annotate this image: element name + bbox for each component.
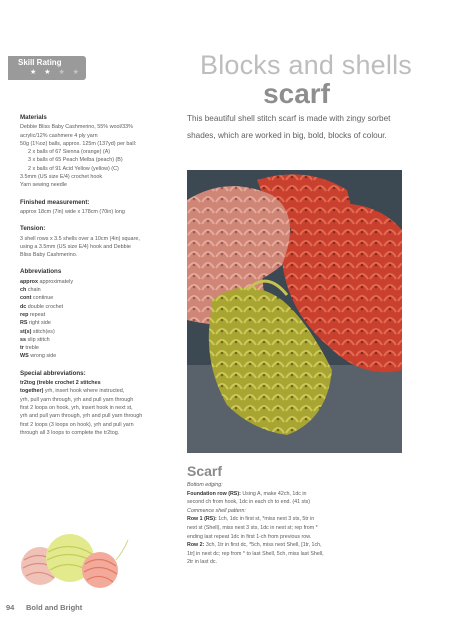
materials-line: 50g (1¾oz) balls, approx. 125m (137yd) per ball: [20, 140, 137, 147]
instruction-line: ending last repeat 1dc in first 1-ch from previous row. [187, 533, 312, 540]
special-line: first 2 loops on hook, yrh, insert hook in next st, [20, 404, 133, 411]
abbreviations-heading: Abbreviations [20, 268, 62, 276]
special-line: yrh, pull yarn through, yrh and pull yarn through [20, 396, 134, 403]
yarn-balls-illustration [18, 530, 130, 592]
abbreviation-item: RS right side [20, 320, 51, 327]
star-icon-filled: ★ ★ [30, 69, 54, 76]
needle-item: Yarn sewing needle [20, 182, 67, 189]
tension-line: Bliss Baby Cashmerino. [20, 252, 78, 259]
special-line: yrh and pull yarn through, yrh and pull yarn through [20, 413, 143, 420]
finished-section [20, 199, 170, 217]
scarf-instructions [187, 481, 405, 567]
page-number: 94 [6, 603, 15, 612]
abbreviation-item: tr treble [20, 345, 39, 352]
abbreviations-section [20, 268, 170, 360]
finished-heading: Finished measurement: [20, 198, 90, 206]
finished-text: approx 18cm (7in) wide x 178cm (70in) long [20, 208, 125, 215]
edging-subheading: Bottom edging: [187, 482, 223, 488]
scarf-photo [187, 170, 402, 453]
page-title-emphasis: scarf [263, 78, 330, 109]
instruction-line: Row 2: 3ch, 1tr in first dc, *5ch, miss next Shell, [1tr, 1ch, [187, 542, 322, 549]
crochet-scarf-illustration [187, 170, 402, 453]
scarf-heading: Scarf [187, 463, 223, 479]
yarn-ball-orange-icon [82, 552, 118, 588]
abbreviation-item: dc double crochet [20, 303, 64, 310]
special-line: first 2 loops (3 loops on hook), yrh and pull yarn [20, 421, 134, 428]
yarn-item: 2 x balls of 91 Acid Yellow (yellow) (C) [28, 165, 119, 172]
tension-line: 3 shell rows x 3.5 shells over a 10cm (4in) square, [20, 235, 140, 242]
instruction-line: next st (Shell), miss next 3 sts, 1dc in next st; rep from * [187, 524, 318, 531]
abbreviation-item: ch chain [20, 287, 41, 294]
tension-heading: Tension: [20, 225, 46, 233]
special-line: through all 3 loops to complete the tr2tog. [20, 429, 120, 436]
instruction-line: Foundation row (RS): Using A, make 42ch, 1dc in [187, 490, 307, 497]
abbreviation-item: st(s) stitch(es) [20, 328, 55, 335]
skill-rating-label: Skill Rating [18, 58, 62, 67]
instruction-line: 1tr] in next dc; rep from * to last Shell, 5ch, miss last Shell, [187, 550, 324, 557]
special-term: tr2tog (treble crochet 2 stitches [20, 380, 101, 387]
commence-subheading: Commence shell pattern: [187, 507, 246, 514]
materials-section [20, 114, 170, 190]
instruction-line: 2tr in last dc. [187, 559, 218, 566]
hook-item: 3.5mm (US size E/4) crochet hook [20, 174, 103, 181]
section-title: Bold and Bright [26, 603, 83, 612]
yarn-item: 3 x balls of 65 Peach Melba (peach) (B) [28, 157, 123, 164]
page-title: Blocks and shells [199, 50, 412, 80]
yarn-item: 2 x balls of 67 Sienna (orange) (A) [28, 149, 111, 156]
special-line: together) yrh, insert hook where instructed, [20, 388, 125, 395]
abbreviation-item: approx approximately [20, 278, 74, 285]
abbreviation-item: rep repeat [20, 311, 46, 318]
crochet-hook-icon [116, 540, 128, 560]
intro-paragraph: This beautiful shell stitch scarf is made with zingy sorbet shades, which are worked in big, bold, blocks of colour. [187, 114, 391, 140]
materials-line: Debbie Bliss Baby Cashmerino, 55% wool/33% [20, 124, 133, 131]
left-column [20, 114, 170, 446]
tension-line: using a 3.5mm (US size E/4) hook and Debbie [20, 243, 131, 250]
abbreviation-item: WS wrong side [20, 353, 57, 360]
special-heading: Special abbreviations: [20, 369, 86, 377]
abbreviation-item: cont continue [20, 295, 54, 302]
tension-section [20, 225, 170, 259]
star-icon-empty: ★ ★ [58, 69, 82, 76]
skill-rating-stars [30, 68, 82, 76]
materials-line: acrylic/12% cashmere 4 ply yarn [20, 132, 98, 139]
materials-heading: Materials [20, 114, 47, 121]
special-abbreviations-section [20, 370, 170, 437]
instruction-line: second ch from hook, 1dc in each ch to end. (41 sts) [187, 499, 311, 506]
skill-rating-badge [8, 56, 86, 80]
instruction-line: Row 1 (RS): 1ch, 1dc in first st, *miss next 3 sts, 5tr in [187, 516, 315, 523]
abbreviation-item: ss slip stitch [20, 336, 50, 343]
